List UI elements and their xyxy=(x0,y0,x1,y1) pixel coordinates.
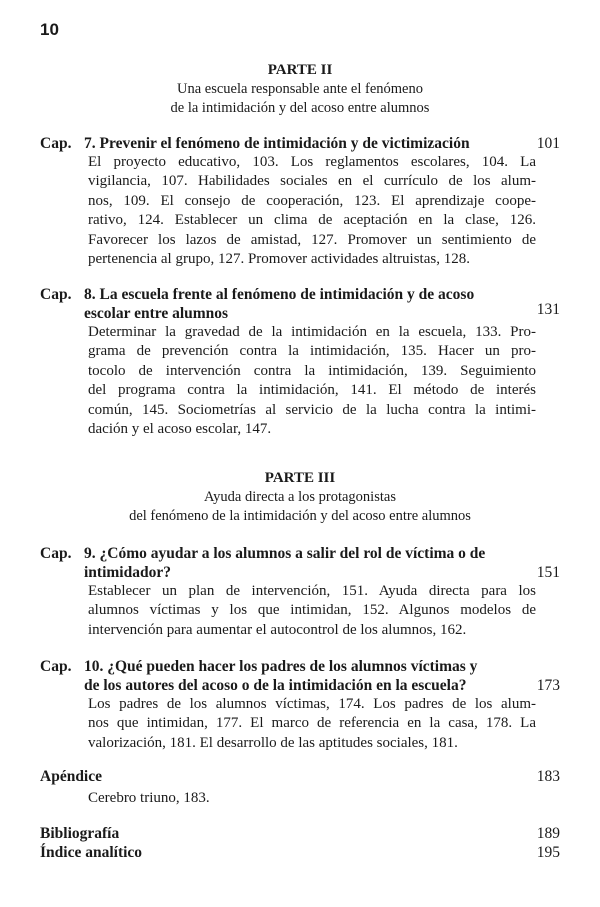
chapter-sections xyxy=(88,153,536,269)
section-line: Favorecer los lazos de amistad, 127. Promover un sentimiento de xyxy=(88,231,536,248)
part-subtitle-line: del fenómeno de la intimidación y del acoso entre alumnos xyxy=(129,508,471,524)
section-line: alumnos víctimas y los que intimidan, 152. Algunos modelos de xyxy=(88,602,536,619)
chapter-heading xyxy=(40,657,560,695)
chapter-cap-label: Cap. xyxy=(40,286,72,303)
chapter-title-line: intimidador? xyxy=(84,564,171,581)
part-subtitle-line: de la intimidación y del acoso entre alumnos xyxy=(170,100,430,116)
section-line: dación y el acoso escolar, 147. xyxy=(88,421,272,438)
section-line: Establecer un plan de intervención, 151. Ayuda directa para los xyxy=(88,583,536,599)
section-line: tocolo de intervención contra la intimidación, 139. Seguimiento xyxy=(88,362,536,379)
chapter-sections xyxy=(88,582,536,640)
toc-entry-chapter-9 xyxy=(40,544,560,640)
toc-entry-index xyxy=(40,844,560,862)
chapter-title-line: 10. ¿Qué pueden hacer los padres de los alumnos víctimas y xyxy=(84,658,478,675)
chapter-cap-label: Cap. xyxy=(40,135,72,152)
chapter-sections xyxy=(88,323,536,439)
part-ii-heading xyxy=(40,60,560,118)
section-line: rativo, 124. Establecer un clima de aceptación en la clase, 126. xyxy=(88,212,536,229)
section-line: nos que intimidan, 177. El marco de referencia en la casa, 178. La xyxy=(88,715,536,732)
section-line: Los padres de los alumnos víctimas, 174. Los padres de los alum- xyxy=(88,696,536,712)
chapter-title-line: 9. ¿Cómo ayudar a los alumnos a salir del rol de víctima o de xyxy=(84,545,486,562)
chapter-page-number: 101 xyxy=(536,135,560,152)
toc-entry-chapter-8 xyxy=(40,285,560,439)
section-line: del programa contra la intimidación, 141. El método de interés xyxy=(88,382,536,399)
chapter-cap-label: Cap. xyxy=(40,658,72,675)
chapter-title-line: 7. Prevenir el fenómeno de intimidación y de victimización xyxy=(84,135,470,152)
toc-entry-bibliography xyxy=(40,825,560,843)
chapter-cap-label: Cap. xyxy=(40,545,72,562)
appendix-page-number: 183 xyxy=(536,768,560,785)
page-number: 10 xyxy=(40,20,59,39)
index-page-number: 195 xyxy=(536,844,560,861)
part-title: PARTE III xyxy=(264,470,336,486)
chapter-heading xyxy=(40,544,560,582)
chapter-sections xyxy=(88,695,536,753)
section-line: común, 145. Sociometrías al servicio de la lucha contra la intimi- xyxy=(88,401,536,418)
chapter-heading xyxy=(40,134,560,153)
chapter-page-number: 173 xyxy=(536,677,560,694)
section-line: pertenencia al grupo, 127. Promover actividades altruistas, 128. xyxy=(88,251,470,268)
chapter-heading xyxy=(40,285,560,323)
chapter-title-line: de los autores del acoso o de la intimidación en la escuela? xyxy=(84,677,467,694)
bibliography-page-number: 189 xyxy=(536,825,560,842)
part-iii-heading xyxy=(40,468,560,526)
toc-entry-appendix xyxy=(40,768,560,807)
bibliography-label: Bibliografía xyxy=(40,825,120,842)
section-line: Determinar la gravedad de la intimidación en la escuela, 133. Pro- xyxy=(88,324,536,340)
chapter-page-number: 131 xyxy=(536,301,560,318)
toc-entry-chapter-7 xyxy=(40,134,560,269)
section-line: valorización, 181. El desarrollo de las aptitudes sociales, 181. xyxy=(88,734,458,751)
appendix-label: Apéndice xyxy=(40,768,102,785)
part-title: PARTE II xyxy=(267,62,333,78)
part-subtitle-line: Ayuda directa a los protagonistas xyxy=(204,489,396,505)
chapter-title-line: 8. La escuela frente al fenómeno de intimidación y de acoso xyxy=(84,286,475,303)
section-line: intervención para aumentar el autocontrol de los alumnos, 162. xyxy=(88,621,467,638)
part-subtitle-line: Una escuela responsable ante el fenómeno xyxy=(177,81,423,97)
chapter-title-line: escolar entre alumnos xyxy=(84,305,229,322)
section-line: vigilancia, 107. Habilidades sociales en el currículo de los alum- xyxy=(88,173,536,190)
section-line: El proyecto educativo, 103. Los reglamentos escolares, 104. La xyxy=(88,154,536,170)
chapter-page-number: 151 xyxy=(536,564,560,581)
index-label: Índice analítico xyxy=(40,844,143,861)
toc-entry-chapter-10 xyxy=(40,657,560,753)
section-line: grama de prevención contra la intimidación, 135. Hacer un pro- xyxy=(88,343,536,360)
section-line: nos, 109. El consejo de cooperación, 123. El aprendizaje coope- xyxy=(88,192,536,209)
appendix-section-line: Cerebro triuno, 183. xyxy=(88,790,210,806)
